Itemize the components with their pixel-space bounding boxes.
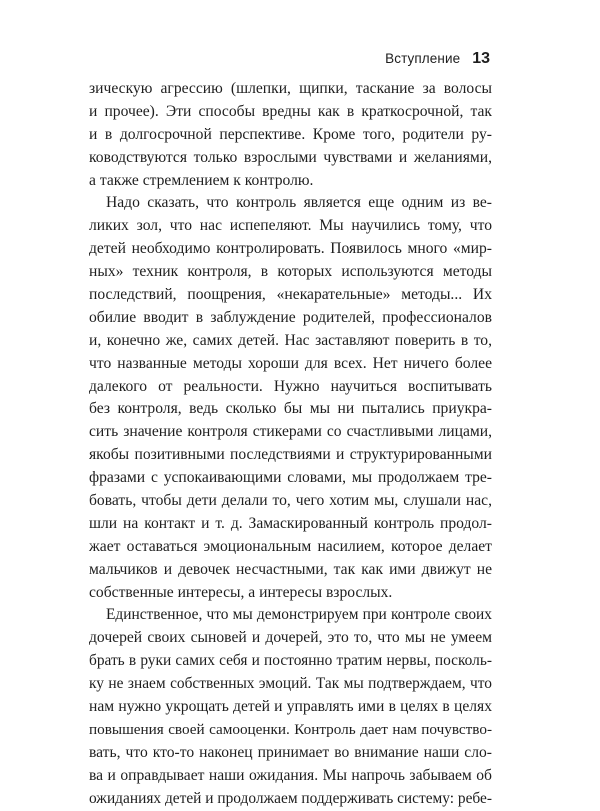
- running-head: [385, 50, 490, 72]
- paragraph-3: [89, 604, 492, 810]
- text-line: бовать, чтобы дети делали то, чего хотим мы, слушали нас,: [89, 492, 492, 510]
- text-line: обилие вводит в заблуждение родителей, профессионалов: [89, 308, 492, 326]
- text-line: ликих зол, что нас испепеляют. Мы научились тому, что: [89, 217, 492, 235]
- text-line: далекого от реальности. Нужно научиться воспитывать: [89, 377, 492, 395]
- text-line: шли на контакт и т. д. Замаскированный контроль продол-: [89, 514, 492, 532]
- text-line: нам нужно укрощать детей и управлять ими в целях в целях: [89, 698, 492, 716]
- text-line: брать в руки самих себя и постоянно тратим нервы, посколь-: [89, 652, 492, 670]
- text-line: ожиданиях детей и продолжаем поддерживать систему: ребе-: [89, 789, 492, 807]
- text-line: детей необходимо контролировать. Появилось много «мир-: [89, 240, 492, 258]
- section-title: Вступление: [385, 51, 461, 66]
- text-line: без контроля, ведь сколько бы мы ни пытались приукра-: [89, 400, 492, 418]
- text-line: ва и оправдывает наши ожидания. Мы напрочь забываем об: [89, 766, 492, 784]
- text-line: сить значение контроля стикерами со счастливыми лицами,: [89, 423, 492, 441]
- text-line: и, конечно же, самих детей. Нас заставляют поверить в то,: [89, 331, 492, 349]
- paragraph-2: [89, 192, 492, 604]
- text-line: а также стремлением к контролю.: [89, 171, 314, 189]
- text-line: жает оставаться эмоциональным насилием, которое делает: [89, 537, 492, 555]
- text-line: и в долгосрочной перспективе. Кроме того, родители ру-: [89, 125, 492, 143]
- text-line: Единственное, что мы демонстрируем при контроле своих: [106, 606, 492, 624]
- text-line: ководствуются только взрослыми чувствами и желаниями,: [89, 148, 492, 166]
- text-line: последствий, поощрения, «некарательные» методы... Их: [89, 286, 492, 304]
- text-line: ных» техник контроля, в которых используются методы: [89, 263, 492, 281]
- text-line: якобы позитивными последствиями и структурированными: [89, 446, 492, 464]
- text-line: и прочее). Эти способы вредны как в краткосрочной, так: [89, 102, 492, 120]
- text-line: повышения своей самооценки. Контроль дает нам почувство-: [89, 720, 492, 738]
- text-line: вать, что кто-то наконец принимает во внимание наши сло-: [89, 743, 492, 761]
- paragraph-1: [89, 78, 492, 192]
- page-number: 13: [472, 50, 490, 67]
- text-line: ку не знаем собственных эмоций. Так мы подтверждаем, что: [89, 675, 492, 693]
- text-line: мальчиков и девочек несчастными, так как ими движут не: [89, 560, 492, 578]
- text-line: фразами с успокаивающими словами, мы продолжаем тре-: [89, 469, 492, 487]
- text-line: собственные интересы, а интересы взрослых.: [89, 583, 393, 601]
- text-line: зическую агрессию (шлепки, щипки, таскание за волосы: [89, 80, 492, 97]
- text-line: что названные методы хороши для всех. Нет ничего более: [89, 354, 492, 372]
- body-text: [89, 78, 492, 811]
- text-line: дочерей своих сыновей и дочерей, это то, что мы не умеем: [89, 629, 492, 647]
- text-line: Надо сказать, что контроль является еще одним из ве-: [106, 194, 492, 212]
